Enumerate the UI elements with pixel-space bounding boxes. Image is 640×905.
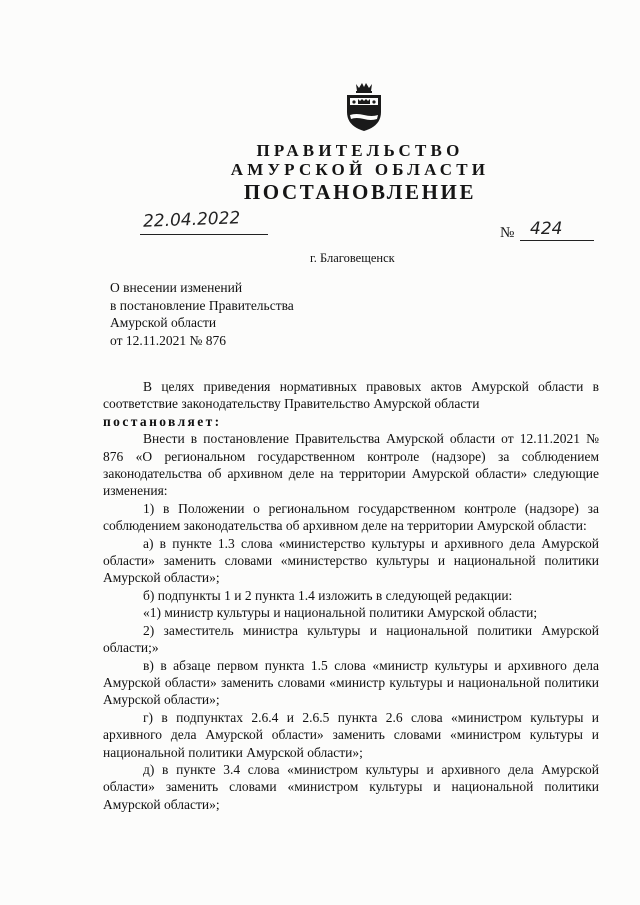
city-line: г. Благовещенск [310, 251, 395, 265]
handwritten-date: 22.04.2022 [142, 208, 241, 232]
subject-line: Амурской области [110, 315, 217, 330]
subject-block [110, 279, 294, 349]
coat-of-arms-emblem [342, 82, 386, 132]
org-title-line-1: ПРАВИТЕЛЬСТВО [256, 141, 464, 160]
subject-line: в постановление Правительства [110, 297, 294, 313]
body-paragraph: 1) в Положении о региональном государственном контроле (надзоре) за соблюдением законодательства об архивном деле на территории Амурской области: [103, 500, 599, 534]
org-title-line-2: АМУРСКОЙ ОБЛАСТИ [230, 160, 490, 179]
subject-line: от 12.11.2021 № 876 [110, 332, 226, 348]
body-paragraph: а) в пункте 1.3 слова «министерство культуры и архивного дела Амурской области» заменить словами «министерство культуры и национальной политики Амурской области»; [103, 535, 599, 586]
date-underline [140, 234, 268, 235]
number-sign: № [500, 225, 515, 241]
body-paragraph: б) подпункты 1 и 2 пункта 1.4 изложить в следующей редакции: [143, 587, 513, 603]
handwritten-number: 424 [530, 219, 563, 239]
intro-paragraph: В целях приведения нормативных правовых актов Амурской области в соответствие законодательству Правительство Амурской области [103, 379, 599, 412]
body-paragraph: Внести в постановление Правительства Амурской области от 12.11.2021 № 876 «О региональном государственном контроле (надзоре) за соблюдением законодательства об архивном деле на территории Амурской области» следующие изменения: [103, 431, 599, 499]
body-paragraph: «1) министр культуры и национальной политики Амурской области; [143, 605, 538, 621]
number-underline [520, 240, 594, 241]
document-type-title: ПОСТАНОВЛЕНИЕ [243, 180, 477, 204]
body-paragraph: 2) заместитель министра культуры и национальной политики Амурской области;» [103, 622, 599, 656]
body-paragraph: в) в абзаце первом пункта 1.5 слова «министр культуры и архивного дела Амурской области» заменить словами «министр культуры и национальной политики Амурской области»; [103, 657, 599, 708]
body-paragraph: д) в пункте 3.4 слова «министром культуры и архивного дела Амурской области» заменить словами «министром культуры и национальной политики Амурской области»; [103, 761, 599, 812]
document-body [103, 378, 599, 813]
body-paragraph: г) в подпунктах 2.6.4 и 2.6.5 пункта 2.6 слова «министром культуры и архивного дела Амурской области» заменить словами «министром культуры и национальной политики Амурской области»; [103, 709, 599, 760]
decree-word: постановляет: [103, 413, 222, 429]
subject-line: О внесении изменений [110, 280, 243, 295]
